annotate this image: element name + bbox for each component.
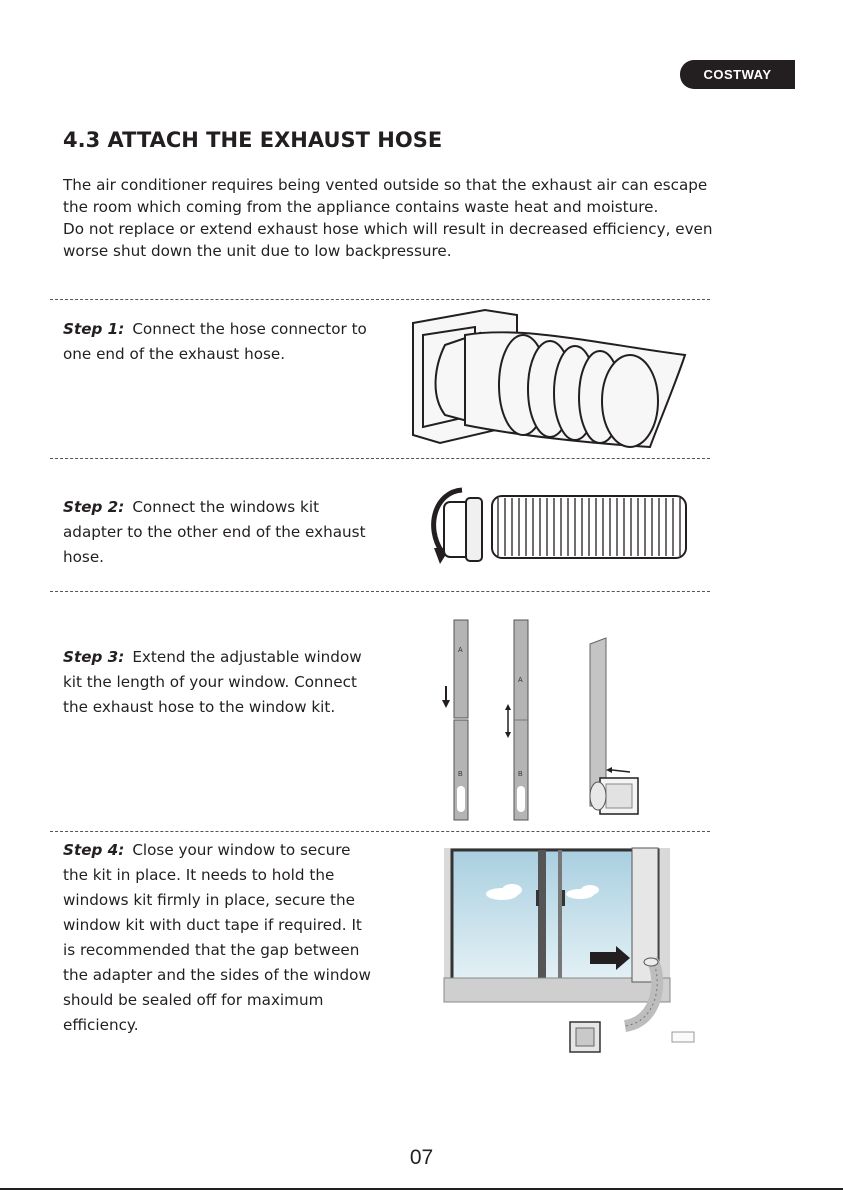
section-title: 4.3 ATTACH THE EXHAUST HOSE bbox=[63, 128, 443, 152]
divider bbox=[50, 458, 710, 459]
panel-b-label: B bbox=[518, 771, 523, 778]
step-3 bbox=[63, 645, 378, 720]
intro-paragraph: The air conditioner requires being vented outside so that the exhaust air can escape the room which coming from the appliance contains waste heat and moisture. bbox=[63, 176, 708, 216]
divider bbox=[50, 591, 710, 592]
step-text: Connect the hose connector to one end of the exhaust hose. bbox=[63, 320, 367, 363]
hose-connector-illustration bbox=[405, 305, 695, 455]
intro-paragraph: Do not replace or extend exhaust hose which will result in decreased efficiency, even worse shut down the unit due to low backpressure. bbox=[63, 220, 713, 260]
brand-badge: COSTWAY bbox=[680, 60, 795, 89]
panel-a-label: A bbox=[458, 647, 463, 654]
divider bbox=[50, 299, 710, 300]
divider bbox=[50, 831, 710, 832]
step-2 bbox=[63, 495, 378, 570]
step-label: Step 1: bbox=[63, 320, 125, 338]
step-label: Step 2: bbox=[63, 498, 125, 516]
intro-text bbox=[63, 174, 713, 262]
step-text: Close your window to secure the kit in place. It needs to hold the windows kit firmly in place, secure the window kit with duct tape if required. It is recommended that the gap between the adapter and the sides of the window should be sealed off for maximum efficiency. bbox=[63, 841, 371, 1034]
page-number: 07 bbox=[409, 1146, 434, 1169]
step-label: Step 3: bbox=[63, 648, 125, 666]
installed-window-illustration bbox=[440, 846, 702, 1061]
step-label: Step 4: bbox=[63, 841, 125, 859]
step-text: Connect the windows kit adapter to the other end of the exhaust hose. bbox=[63, 498, 366, 566]
step-4 bbox=[63, 838, 378, 1038]
step-1 bbox=[63, 317, 378, 367]
panel-b-label: B bbox=[458, 771, 463, 778]
window-kit-illustration bbox=[438, 616, 658, 824]
step-text: Extend the adjustable window kit the length of your window. Connect the exhaust hose to the window kit. bbox=[63, 648, 362, 716]
bottom-rule bbox=[0, 1188, 843, 1190]
window-adapter-illustration bbox=[420, 482, 695, 572]
panel-a-label: A bbox=[518, 677, 523, 684]
